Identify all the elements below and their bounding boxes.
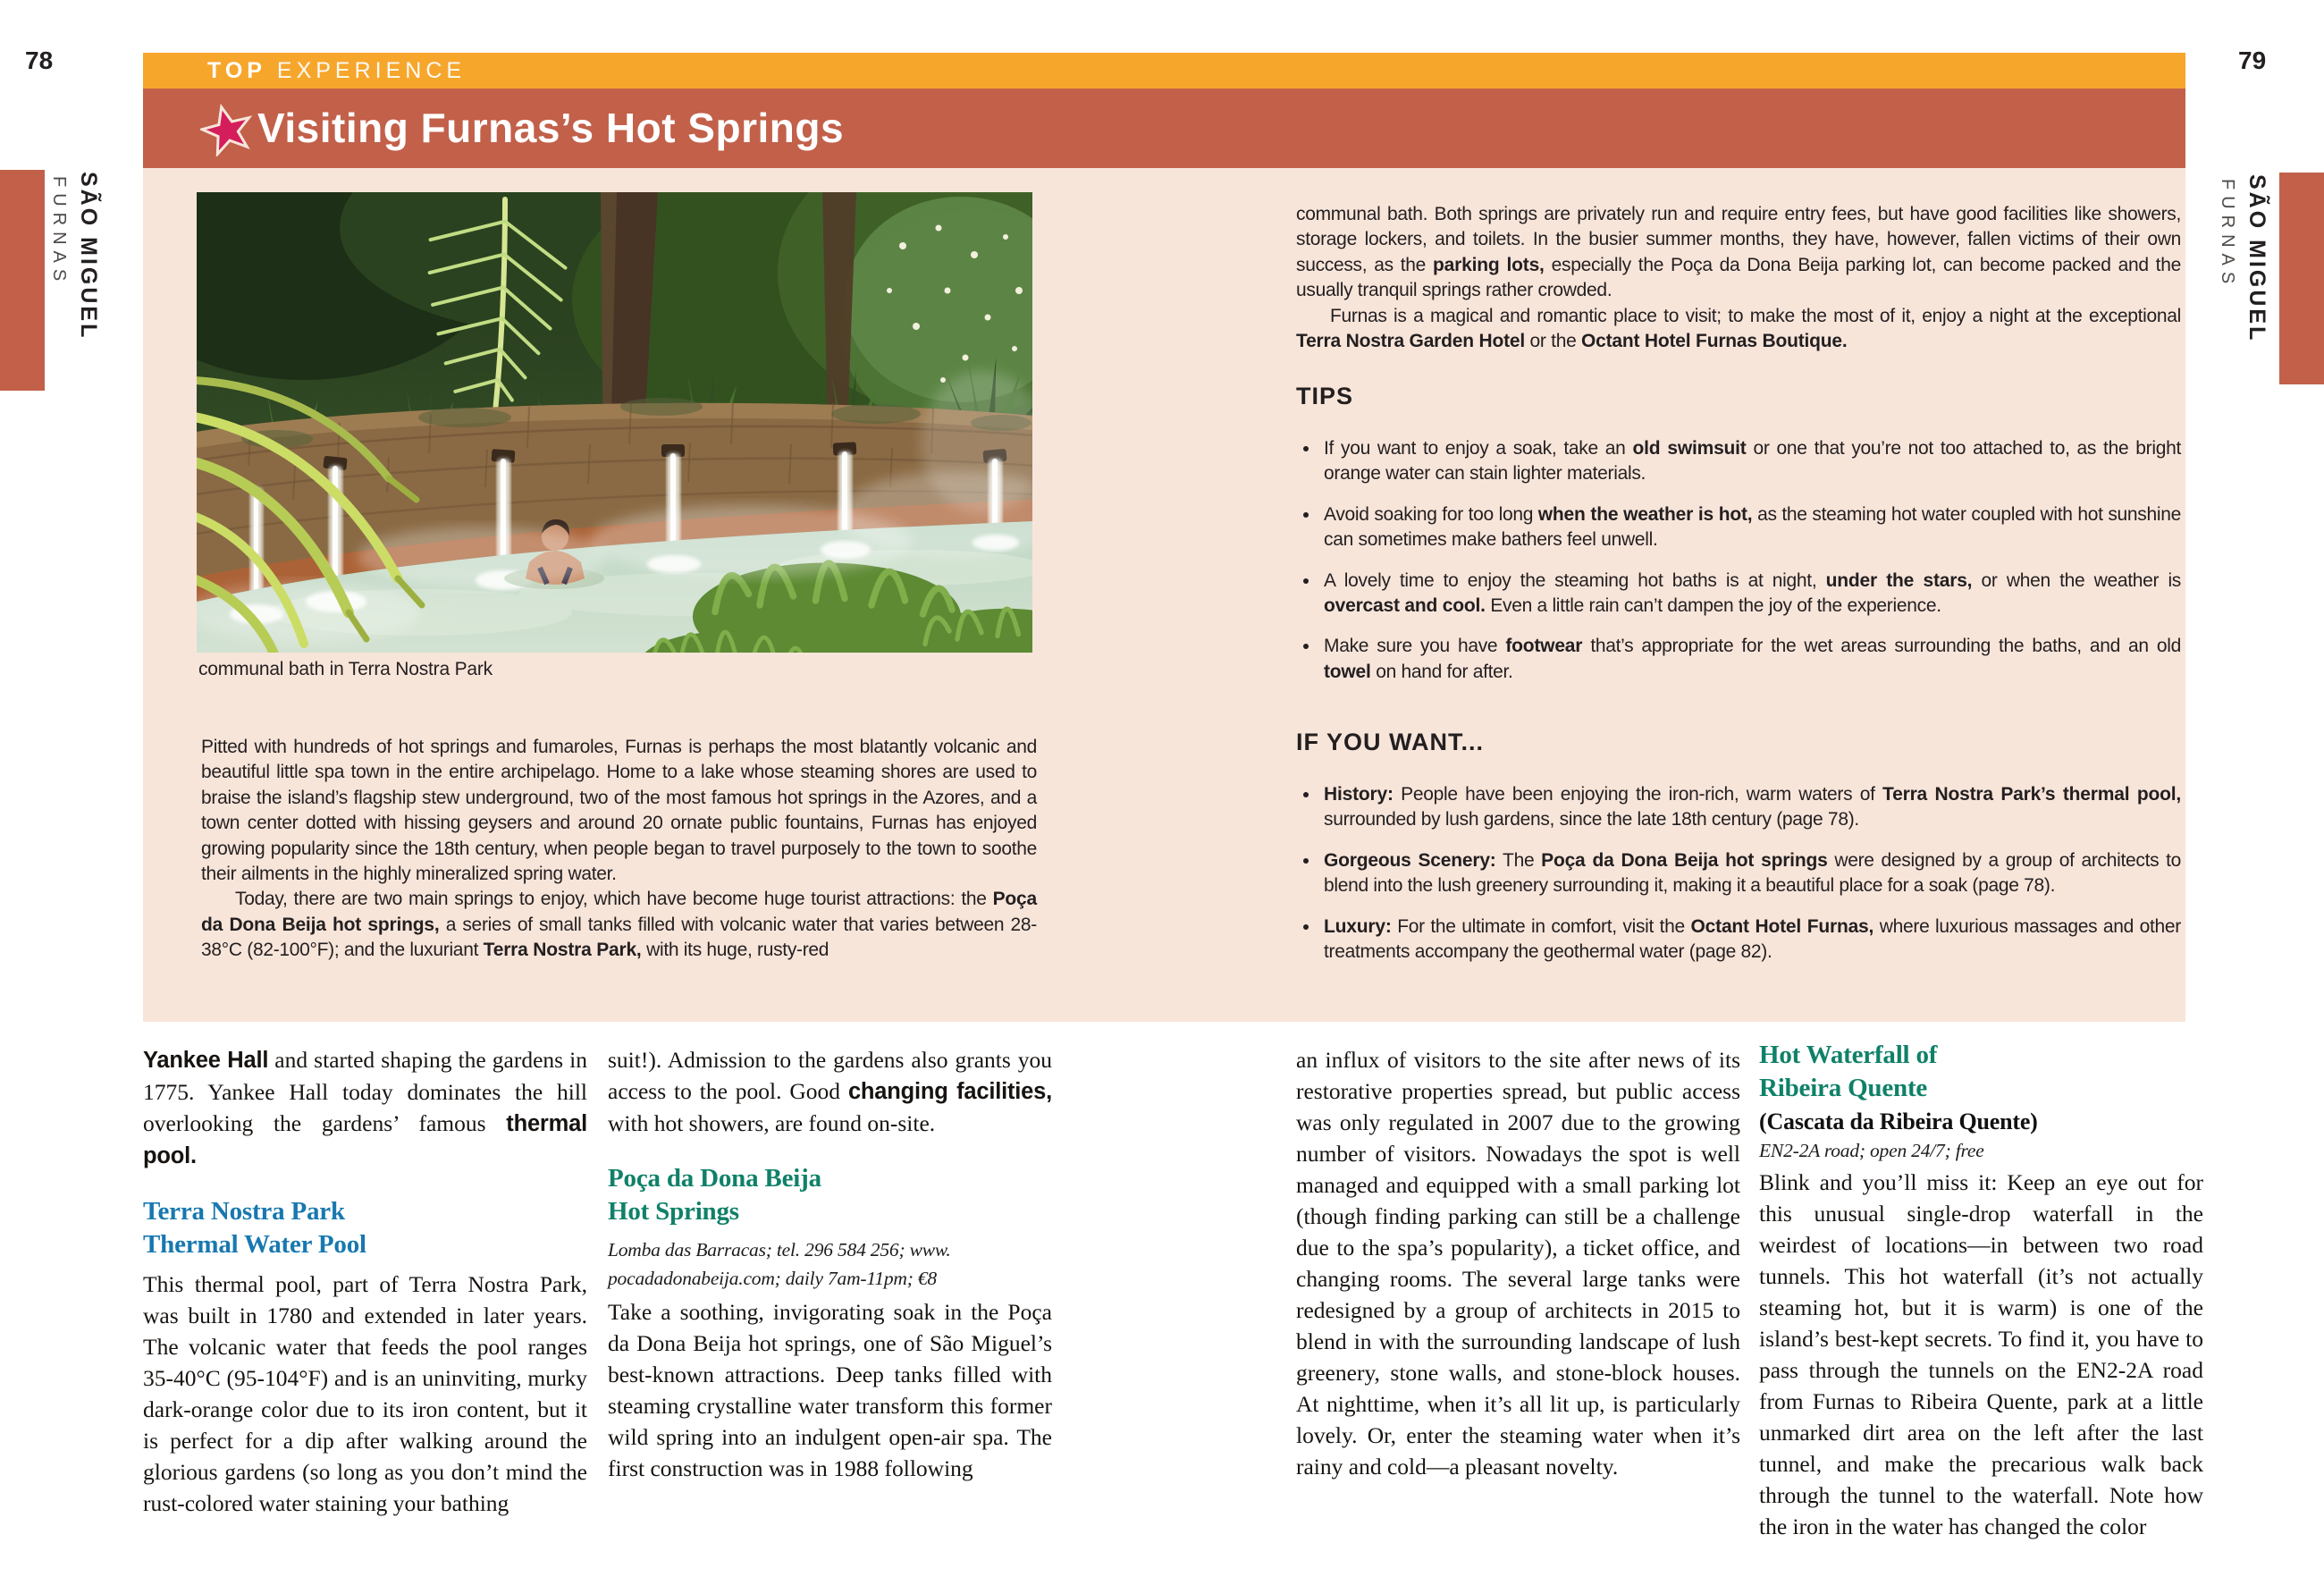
if-you-want-item-text: History: People have been enjoying the iron-rich, warm waters of Terra Nostra Park’s thermal pool, surrounded by lush gardens, since the late 18th century (page 78). <box>1324 784 2181 830</box>
listing-subheading: (Cascata da Ribeira Quente) <box>1759 1109 2038 1134</box>
tips-item-text: If you want to enjoy a soak, take an old swimsuit or one that you’re not too attached to, as the bright orange water can stain lighter materials. <box>1324 438 2181 485</box>
listing-body: Blink and you’ll miss it: Keep an eye out for this unusual single-drop waterfall in the weirdest of locations—in between two road tunnels. This hot waterfall (it’s not actually steaming hot, but it is warm) is one of the island’s best-kept secrets. To find it, you have to pass through the tunnels on the EN2-2A road from Furnas to Ribeira Quente, park at a little unmarked dirt area on the left after the last tunnel, and make the precarious walk back through the tunnel to the waterfall. Note how the iron in the water has changed the color <box>1759 1169 2203 1539</box>
heading-line: Hot Waterfall of <box>1759 1041 1938 1069</box>
left-tab-section-label: FURNAS <box>49 176 69 288</box>
bullet-icon <box>1303 446 1309 451</box>
if-you-want-list <box>1296 782 2181 980</box>
listing-body: Take a soothing, invigorating soak in the Poça da Dona Beija hot springs, one of São Miguel’s best-known attractions. Deep tanks filled with steaming crystalline water transform this former wild spring into an indulgent open-air spa. The first construction was in 1988 following <box>608 1299 1052 1481</box>
if-you-want-item-text: Luxury: For the ultimate in comfort, visit the Octant Hotel Furnas, where luxurious massages and other treatments accompany the geothermal water (page 82). <box>1324 915 2181 963</box>
article-column-2 <box>608 1044 1052 1484</box>
photo-caption: communal bath in Terra Nostra Park <box>198 659 493 679</box>
bullet-icon <box>1303 644 1309 649</box>
tips-heading: TIPS <box>1296 383 1354 409</box>
if-you-want-item-text: Gorgeous Scenery: The Poça da Dona Beija hot springs were designed by a group of architects to blend into the lush greenery surrounding it, making it a beautiful place for a soak (page 78). <box>1324 849 2182 897</box>
intro-paragraph-1: Pitted with hundreds of hot springs and fumaroles, Furnas is perhaps the most blatantly volcanic and beautiful little spa town in the entire archipelago. Home to a lake whose steaming shores are used to braise the island’s flagship stew underground, two of the most famous hot springs in the Azores, and a town center dotted with hissing geysers and around 20 ornate public fountains, Furnas has enjoyed growing popularity since the 18th century, when people began to travel purposely to the town to soothe their ailments in the highly mineralized spring water. <box>201 737 1037 885</box>
listing-details <box>608 1235 1052 1293</box>
listing-heading-terra-nostra <box>143 1195 587 1261</box>
article-column-1 <box>143 1044 587 1519</box>
article-column-3 <box>1296 1044 1740 1482</box>
page-number-right: 79 <box>2238 46 2267 74</box>
detail-line: EN2-2A road; open 24/7; free <box>1759 1140 1984 1161</box>
tips-list <box>1296 436 2181 700</box>
star-icon <box>200 103 254 156</box>
right-tab-block <box>2279 173 2324 384</box>
bullet-icon <box>1303 924 1309 930</box>
left-tab-region-label: SÃO MIGUEL <box>76 172 101 341</box>
tips-item <box>1296 436 2181 487</box>
right-tab-section-label: FURNAS <box>2218 179 2237 291</box>
kicker-rest: EXPERIENCE <box>276 58 467 83</box>
article-lead: Yankee Hall and started shaping the gardens in 1775. Yankee Hall today dominates the hill overlooking the gardens’ famous thermal pool. <box>143 1047 588 1168</box>
listing-body: an influx of visitors to the site after news of its restorative properties spread, but public access was only regulated in 2007 due to the growing number of visitors. Nowadays the spot is well managed and equipped with a small parking lot (though finding parking can still be a challenge due to the spa’s popularity), a ticket office, and changing rooms. The several large tanks were redesigned by a group of architects in 2015 to blend in with the surrounding landscape of lush greenery, stone walls, and stone-block houses. At nighttime, when it’s all lit up, is particularly lovely. Or, enter the steaming water when it’s rainy and cold—a pleasant novelty. <box>1296 1047 1740 1480</box>
page-number-left: 78 <box>25 46 54 74</box>
tips-item <box>1296 569 2181 620</box>
tips-item <box>1296 502 2181 553</box>
feature-continued-text <box>1296 202 2181 354</box>
bullet-icon <box>1303 792 1309 797</box>
feature-paragraph-1: communal bath. Both springs are privately run and require entry fees, but have good facilities like showers, storage lockers, and toilets. In the busier summer months, they have, however, fallen victims of their own success, as the parking lots, especially the Poça da Dona Beija parking lot, can become packed and the usually tranquil springs rather crowded. <box>1296 204 2181 301</box>
heading-line: Hot Springs <box>608 1197 739 1226</box>
left-tab-block <box>0 170 45 391</box>
detail-line: Lomba das Barracas; tel. 296 584 256; www. <box>608 1239 951 1260</box>
title-banner <box>143 89 2185 168</box>
bullet-icon <box>1303 578 1309 584</box>
listing-heading-ribeira-quente <box>1759 1039 2203 1105</box>
top-experience-label <box>143 53 2185 89</box>
heading-line: Poça da Dona Beija <box>608 1164 821 1193</box>
tips-item <box>1296 634 2181 685</box>
if-you-want-item <box>1296 915 2181 965</box>
bullet-icon <box>1303 858 1309 864</box>
intro-text <box>201 735 1037 964</box>
detail-line: pocadadonabeija.com; daily 7am-11pm; €8 <box>608 1268 937 1289</box>
if-you-want-item <box>1296 848 2181 899</box>
if-you-want-heading: IF YOU WANT... <box>1296 729 1485 755</box>
intro-paragraph-2: Today, there are two main springs to enjoy, which have become huge tourist attractions: the Poça da Dona Beija hot springs, a series of small tanks filled with volcanic water that varies between 28-38°C (82-100°F); and the luxuriant Terra Nostra Park, with its huge, rusty-red <box>201 889 1037 961</box>
tips-item-text: Make sure you have footwear that’s appropriate for the wet areas surrounding the baths, and an old towel on hand for after. <box>1324 636 2181 682</box>
article-column-4 <box>1759 1039 2203 1542</box>
tips-item-text: A lovely time to enjoy the steaming hot baths is at night, under the stars, or when the weather is overcast and cool. Even a little rain can’t dampen the joy of the experience. <box>1324 569 2182 617</box>
article-lead: suit!). Admission to the gardens also grants you access to the pool. Good changing facilities, with hot showers, are found on-site. <box>608 1047 1053 1136</box>
listing-heading-dona-beija <box>608 1162 1052 1228</box>
kicker-bold: TOP <box>207 58 266 83</box>
heading-line: Ribeira Quente <box>1759 1074 1928 1102</box>
if-you-want-item <box>1296 782 2181 833</box>
tips-item-text: Avoid soaking for too long when the weather is hot, as the steaming hot water coupled with hot sunshine can sometimes make bathers feel unwell. <box>1324 503 2181 551</box>
heading-line: Terra Nostra Park <box>143 1197 345 1226</box>
right-tab-region-label: SÃO MIGUEL <box>2244 174 2269 343</box>
bullet-icon <box>1303 512 1309 518</box>
hot-springs-photo <box>197 192 1032 653</box>
heading-line: Thermal Water Pool <box>143 1230 366 1259</box>
feature-paragraph-2: Furnas is a magical and romantic place to visit; to make the most of it, enjoy a night at the exceptional Terra Nostra Garden Hotel or the Octant Hotel Furnas Boutique. <box>1296 305 2181 352</box>
listing-body: This thermal pool, part of Terra Nostra Park, was built in 1780 and extended in later years. The volcanic water that feeds the pool ranges 35-40°C (95-104°F) and is an uninviting, murky dark-orange color due to its iron content, but it is perfect for a dip after walking around the glorious gardens (so long as you don’t mind the rust-colored water staining your bathing <box>143 1271 587 1516</box>
listing-details <box>1759 1136 2203 1165</box>
feature-title: Visiting Furnas’s Hot Springs <box>257 105 845 151</box>
top-experience-banner <box>143 53 2185 89</box>
